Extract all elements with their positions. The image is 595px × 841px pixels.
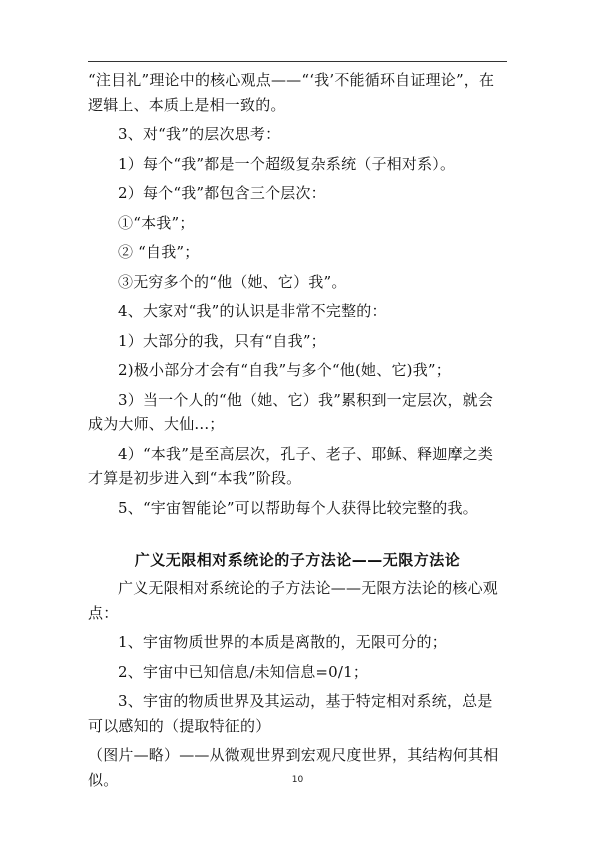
header-rule xyxy=(88,61,507,62)
section-heading: 广义无限相对系统论的子方法论——无限方法论 xyxy=(134,551,461,569)
body-paragraph: （图片—略）——从微观世界到宏观尺度世界，其结构何其相似。 xyxy=(88,746,499,789)
body-paragraph: ② “自我”； xyxy=(118,243,200,261)
page-body xyxy=(88,68,507,792)
body-paragraph: 5、“宇宙智能论”可以帮助每个人获得比较完整的我。 xyxy=(118,498,478,517)
body-paragraph: 3）当一个人的“他（她、它）我”累积到一定层次，就会成为大师、大仙...； xyxy=(88,390,494,433)
body-paragraph: 4、大家对“我”的认识是非常不完整的： xyxy=(118,302,387,320)
body-paragraph: 2)极小部分才会有“自我”与多个“他(她、它)我”； xyxy=(118,361,451,379)
body-paragraph: 3、宇宙的物质世界及其运动，基于特定相对系统，总是可以感知的（提取特征的） xyxy=(88,692,493,735)
page-number: 10 xyxy=(291,775,304,785)
body-paragraph: 1）大部分的我，只有“自我”； xyxy=(118,331,326,350)
body-paragraph: “注目礼”理论中的核心观点——“‘我’不能循环自证理论”，在逻辑上、本质上是相一致的。 xyxy=(88,71,495,114)
body-paragraph: 2、宇宙中已知信息/未知信息=0/1； xyxy=(118,662,369,681)
body-paragraph: ③无穷多个的“他（她、它）我”。 xyxy=(118,272,347,291)
body-paragraph: ①“本我”； xyxy=(118,213,195,232)
body-paragraph: 3、对“我”的层次思考： xyxy=(118,125,281,143)
body-paragraph: 2）每个“我”都包含三个层次： xyxy=(118,184,326,202)
body-paragraph: 1、宇宙物质世界的本质是离散的，无限可分的； xyxy=(118,633,447,651)
body-paragraph: 广义无限相对系统论的子方法论——无限方法论的核心观点： xyxy=(88,579,499,622)
body-paragraph: 4）“本我”是至高层次，孔子、老子、耶稣、释迦摩之类才算是初步进入到“本我”阶段。 xyxy=(88,444,494,487)
body-paragraph: 1）每个“我”都是一个超级复杂系统（子相对系）。 xyxy=(118,154,456,173)
